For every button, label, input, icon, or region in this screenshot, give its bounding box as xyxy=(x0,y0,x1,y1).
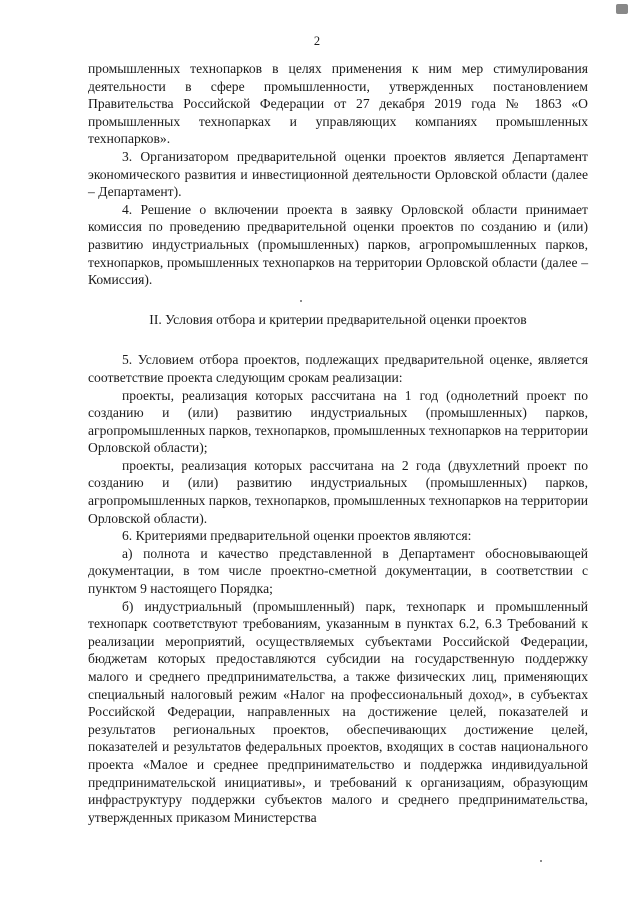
paragraph-one-year-project: проекты, реализация которых рассчитана на 1 год (однолетний проект по созданию и (или) развитию индустриальных (промышленных) парков, агропромышленных парков, технопарков, промышленных технопарков на территории Орловской области); xyxy=(88,387,588,456)
paragraph-item-3: 3. Организатором предварительной оценки проектов является Департамент экономического развития и инвестиционной деятельности Орловской области (далее – Департамент). xyxy=(88,148,588,200)
paragraph-two-year-project: проекты, реализация которых рассчитана на 2 года (двухлетний проект по созданию и (или) развитию индустриальных (промышленных) парков, агропромышленных парков, технопарков, промышленных технопарков на территории Орловской области). xyxy=(88,457,588,526)
paragraph-criterion-a: а) полнота и качество представленной в Департамент обосновывающей документации, в том числе проектно-сметной документации, в соответствии с пунктом 9 настоящего Порядка; xyxy=(88,545,588,597)
section-heading: II. Условия отбора и критерии предварительной оценки проектов xyxy=(149,311,527,327)
page-number: 2 xyxy=(313,34,321,48)
paragraph-criterion-b: б) индустриальный (промышленный) парк, технопарк и промышленный технопарк соответствуют требованиям, указанным в пунктах 6.2, 6.3 Требований к реализации мероприятий, осуществляемых субъектами Российской Федерации, бюджетам которых предоставляются субсидии на государственную поддержку малого и среднего предпринимательства, а также физических лиц, применяющих специальный налоговый режим «Налог на профессиональный доход», в субъектах Российской Федерации, направленных на достижение целей, показателей и результатов региональных проектов, обеспечивающих достижение целей, показателей и результатов федеральных проектов, входящих в состав национального проекта «Малое и среднее предпринимательство и поддержка индивидуальной предпринимательской инициативы», и требований к организациям, образующим инфраструктуру поддержки субъектов малого и среднего предпринимательства, утвержденных приказом Министерства xyxy=(88,598,588,825)
paragraph-item-5: 5. Условием отбора проектов, подлежащих предварительной оценке, является соответствие проекта следующим срокам реализации: xyxy=(88,352,588,385)
paragraph-continuation: промышленных технопарков в целях применения к ним мер стимулирования деятельности в сфере промышленности, утвержденных постановлением Правительства Российской Федерации от 27 декабря 2019 года № 1863 «О промышленных технопарках и управляющих компаниях промышленных технопарков». xyxy=(88,61,588,147)
paragraph-item-4: 4. Решение о включении проекта в заявку Орловской области принимает комиссия по проведению предварительной оценки проектов по созданию и (или) развитию индустриальных (промышленных) парков, агропромышленных парков, технопарков, промышленных технопарков на территории Орловской области (далее – Комиссия). xyxy=(88,201,588,288)
scan-dot xyxy=(540,860,542,862)
paragraph-item-6: 6. Критериями предварительной оценки проектов являются: xyxy=(122,528,472,544)
document-body xyxy=(88,60,588,826)
scan-artifact xyxy=(616,4,628,14)
